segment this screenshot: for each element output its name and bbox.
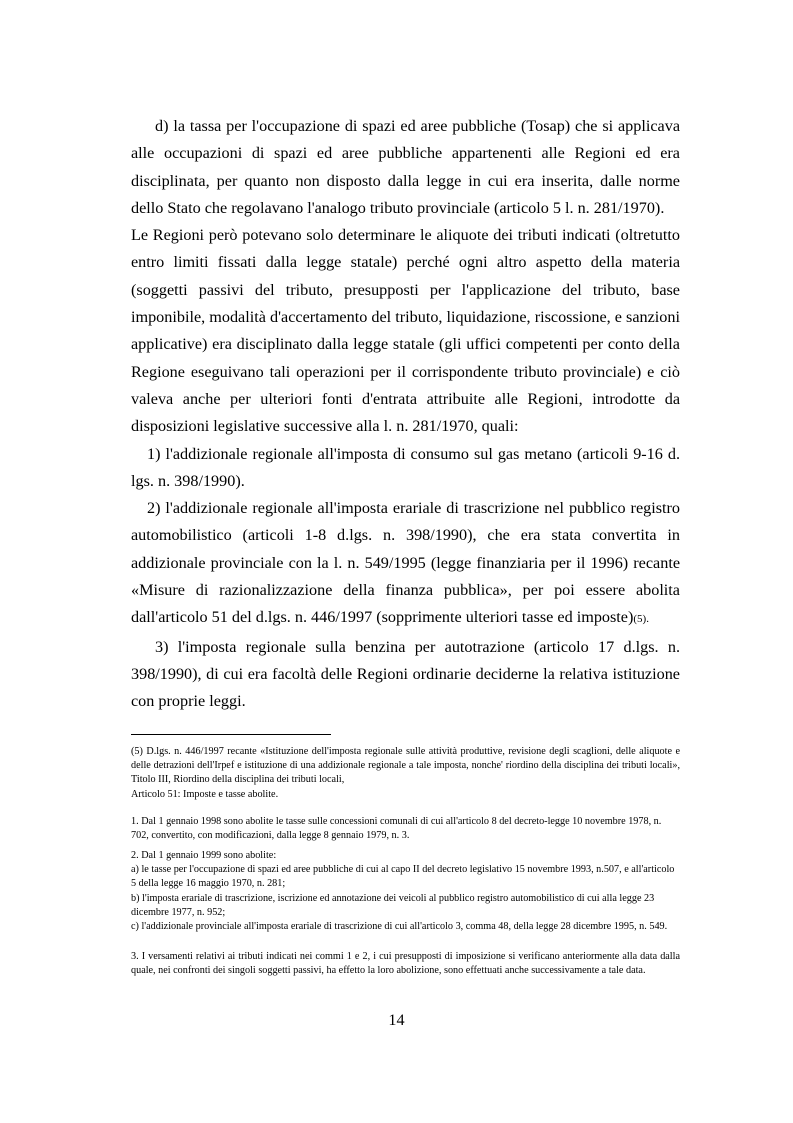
- list-item-2-text: 2) l'addizionale regionale all'imposta erariale di trascrizione nel pubblico registro automobilistico (articoli 1-8 d.lgs. n. 398/1990), che era stata convertita in addizionale provinciale con la l. n. 549/1995 (legge finanziaria per il 1996) recante «Misure di razionalizzazione della finanza pubblica», per poi essere abolita dall'articolo 51 del d.lgs. n. 446/1997 (sopprimente ulteriori tasse ed imposte): [131, 499, 680, 627]
- note-2-item-b: b) l'imposta erariale di trascrizione, iscrizione ed annotazione dei veicoli al pubblico registro automobilistico di cui alla legge 23 dicembre 1977, n. 952;: [131, 892, 655, 918]
- footnote-separator: [131, 734, 331, 735]
- list-item-1: 1) l'addizionale regionale all'imposta di consumo sul gas metano (articoli 9-16 d. lgs. n. 398/1990).: [131, 444, 680, 490]
- note-2: [131, 849, 680, 934]
- footnote-5-article: Articolo 51: Imposte e tasse abolite.: [131, 788, 279, 800]
- note-3-text: 3. I versamenti relativi ai tributi indicati nei commi 1 e 2, i cui presupposti di imposizione si verificano anteriormente alla data dalla quale, nei confronti dei singoli soggetti passivi, ha effetto la loro abolizione, sono effettuati anche successivamente a tale data.: [131, 951, 680, 977]
- main-text: [131, 113, 680, 716]
- note-2-item-c: c) l'addizionale provinciale all'imposta erariale di trascrizione di cui all'articolo 3, comma 48, della legge 28 dicembre 1995, n. 549.: [131, 921, 668, 933]
- footnote-5: [131, 745, 680, 802]
- paragraph-tosap: d) la tassa per l'occupazione di spazi ed aree pubbliche (Tosap) che si applicava alle occupazioni di spazi ed aree pubbliche appartenenti alle Regioni ed era disciplinata, per quanto non disposto dalla legge in cui era inserita, dalle norme dello Stato che regolavano l'analogo tributo provinciale (articolo 5 l. n. 281/1970).: [131, 117, 680, 217]
- note-3: [131, 950, 680, 978]
- note-1-text: 1. Dal 1 gennaio 1998 sono abolite le tasse sulle concessioni comunali di cui all'articolo 8 del decreto-legge 10 novembre 1978, n. 702, convertito, con modificazioni, dalla legge 8 gennaio 1979, n. 3.: [131, 816, 662, 842]
- list-item-3: 3) l'imposta regionale sulla benzina per autotrazione (articolo 17 d.lgs. n. 398/1990), di cui era facoltà delle Regioni ordinarie deciderne la relativa istituzione con proprie leggi.: [131, 637, 680, 711]
- page-number: 14: [388, 1011, 405, 1029]
- footnote-reference-5: (5).: [633, 613, 649, 626]
- footnote-5-text: (5) D.lgs. n. 446/1997 recante «Istituzione dell'imposta regionale sulle attività produttive, revisione degli scaglioni, delle aliquote e delle detrazioni dell'Irpef e istituzione di una addizionale regionale a tale imposta, nonche' riordino della disciplina dei tributi locali», Titolo III, Riordino della disciplina dei tributi locali,: [131, 746, 680, 786]
- list-item-2: [131, 495, 680, 633]
- paragraph-regioni: Le Regioni però potevano solo determinare le aliquote dei tributi indicati (oltretutto entro limiti fissati dalla legge statale) perché ogni altro aspetto della materia (soggetti passivi del tributo, presupposti per l'applicazione del tributo, base imponibile, modalità d'accertamento del tributo, liquidazione, riscossione, e sanzioni applicative) era disciplinato dalla legge statale (gli uffici competenti per conto della Regione eseguivano tali operazioni per il corrispondente tributo provinciale) e ciò valeva anche per ulteriori fonti d'entrata attribuite alle Regioni, introdotte da disposizioni legislative successive alla l. n. 281/1970, quali:: [131, 226, 680, 436]
- note-2-heading: 2. Dal 1 gennaio 1999 sono abolite:: [131, 850, 277, 861]
- note-2-item-a: a) le tasse per l'occupazione di spazi ed aree pubbliche di cui al capo II del decreto legislativo 15 novembre 1993, n.507, e all'articolo 5 della legge 16 maggio 1970, n. 281;: [131, 864, 675, 890]
- note-1: [131, 815, 680, 843]
